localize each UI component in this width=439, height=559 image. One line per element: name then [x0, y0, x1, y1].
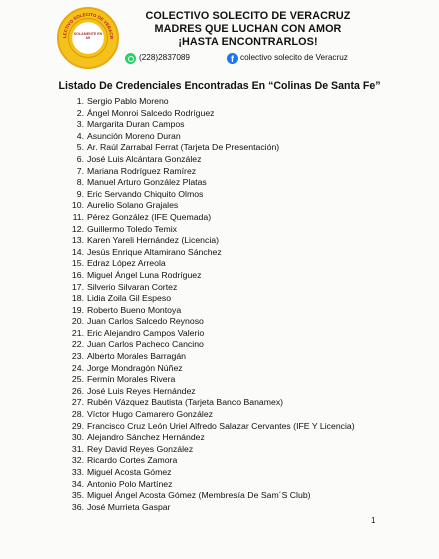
- list-item-name: José Murrieta Gaspar: [87, 501, 171, 512]
- list-item-number: 1.: [76, 96, 84, 106]
- list-item-name: Jorge Mondragón Núñez: [87, 362, 183, 373]
- list-item-number: 9.: [76, 188, 84, 199]
- list-item-number: 12.: [71, 223, 84, 234]
- list-item-name: Eric Servando Chiquito Olmos: [87, 188, 204, 199]
- list-item-name: Miguel Ángel Luna Rodríguez: [87, 269, 202, 280]
- list-item-number: 35.: [71, 490, 84, 501]
- list-item-name: Juan Carlos Salcedo Reynoso: [87, 316, 204, 327]
- list-item-number: 15.: [71, 258, 84, 269]
- list-item-number: 30.: [71, 432, 84, 443]
- list-item-name: Ar. Raúl Zarrabal Ferrat (Tarjeta De Presentación): [87, 142, 280, 153]
- collective-logo: [57, 7, 119, 69]
- list-item-name: Roberto Bueno Montoya: [87, 304, 182, 315]
- list-item-name: Rey David Reyes González: [87, 443, 194, 454]
- list-item-number: 33.: [71, 467, 84, 477]
- list-item-number: 19.: [71, 304, 84, 315]
- list-item-name: Pérez González (IFE Quemada): [87, 211, 212, 222]
- list-item-number: 6.: [76, 153, 84, 164]
- list-item-number: 32.: [71, 455, 84, 466]
- list-item-name: Manuel Arturo González Platas: [87, 177, 207, 188]
- list-item-name: Lidia Zoila Gil Espeso: [87, 293, 172, 304]
- page-number: 1: [371, 516, 376, 525]
- list-item-name: Eric Alejandro Campos Valerio: [87, 327, 205, 338]
- facebook-page-name: colectivo solecito de Veracruz: [240, 53, 348, 62]
- list-item-number: 34.: [71, 478, 84, 489]
- list-item-number: 36.: [71, 501, 84, 512]
- svg-text:COLECTIVO SOLECITO DE VERACRUZ: LECTIVO SOLECITO DE VERACR: [61, 11, 115, 40]
- contact-row: [120, 52, 420, 66]
- list-item-name: Edraz López Arreola: [87, 258, 166, 269]
- list-title: Listado De Credenciales Encontradas En “Colinas De Santa Fe”: [58, 80, 381, 92]
- list-item-number: 28.: [71, 409, 84, 420]
- list-item-number: 2.: [76, 107, 84, 118]
- phone-number: (228)2837089: [139, 53, 190, 62]
- list-item-name: Jesús Enrique Altamirano Sánchez: [87, 246, 222, 257]
- list-item-name: Rubén Vázquez Bautista (Tarjeta Banco Banamex): [87, 397, 284, 408]
- list-item-number: 31.: [71, 443, 84, 454]
- list-item-name: Ángel Monroi Salcedo Rodríguez: [87, 107, 215, 118]
- list-item-number: 27.: [71, 397, 84, 408]
- list-item-number: 5.: [76, 142, 84, 153]
- list-item-number: 10.: [71, 200, 84, 211]
- list-item-name: Silverio Silvaran Cortez: [87, 281, 178, 292]
- list-item-name: Miguel Acosta Gómez: [87, 467, 172, 477]
- list-item-number: 22.: [71, 339, 84, 350]
- list-item-number: 24.: [71, 362, 84, 373]
- list-item-number: 11.: [72, 211, 84, 222]
- list-item-name: Sergio Pablo Moreno: [87, 96, 169, 106]
- list-item-name: José Luis Alcántara González: [87, 153, 202, 164]
- list-item-number: 17.: [71, 281, 84, 292]
- list-item-name: Antonio Polo Martínez: [87, 478, 173, 489]
- list-item-name: Miguel Ángel Acosta Gómez (Membresía De Sam´S Club): [87, 490, 311, 501]
- list-item-name: Mariana Rodríguez Ramírez: [87, 165, 197, 176]
- header-title-block: [133, 10, 363, 49]
- list-item-number: 4.: [76, 130, 84, 141]
- list-item-name: Aurelio Solano Grajales: [87, 200, 179, 211]
- list-item-number: 18.: [71, 293, 84, 304]
- org-name: COLECTIVO SOLECITO DE VERACRUZ: [145, 10, 351, 22]
- list-item-number: 23.: [71, 351, 84, 362]
- org-motto: MADRES QUE LUCHAN CON AMOR: [154, 23, 342, 35]
- list-item-name: Víctor Hugo Camarero González: [87, 409, 214, 420]
- list-item-number: 25.: [71, 374, 84, 385]
- list-item-name: Francisco Cruz León Uriel Alfredo Salazar Cervantes (IFE Y Licencia): [87, 420, 355, 431]
- whatsapp-icon: [125, 53, 136, 64]
- list-item-number: 16.: [71, 269, 84, 280]
- list-item-name: Guillermo Toledo Temix: [87, 223, 177, 234]
- list-item-number: 26.: [71, 385, 84, 396]
- list-item-name: Margarita Duran Campos: [87, 119, 185, 130]
- list-item-name: Alejandro Sánchez Hernández: [87, 432, 205, 443]
- list-item-number: 21.: [71, 327, 84, 338]
- list-item-number: 20.: [71, 316, 84, 327]
- org-slogan: ¡HASTA ENCONTRARLOS!: [178, 36, 318, 48]
- list-item-name: Juan Carlos Pacheco Cancino: [87, 339, 204, 350]
- list-item-name: Fermín Morales Rivera: [87, 374, 176, 385]
- logo-center-text: SOLAMENTE EN MI: [73, 32, 103, 41]
- list-item-name: José Luis Reyes Hernández: [87, 385, 196, 396]
- list-item-number: 29.: [71, 420, 84, 431]
- list-item-number: 8.: [76, 177, 84, 188]
- list-item-number: 3.: [76, 119, 84, 130]
- list-item-number: 14.: [71, 246, 84, 257]
- list-item-name: Ricardo Cortes Zamora: [87, 455, 178, 466]
- list-item-name: Alberto Morales Barragán: [87, 351, 186, 362]
- list-item-name: Asunción Moreno Duran: [87, 130, 181, 141]
- facebook-icon: f: [227, 53, 238, 64]
- list-item-number: 13.: [71, 235, 84, 246]
- list-item-number: 7.: [76, 165, 84, 176]
- list-item-name: Karen Yareli Hernández (Licencia): [87, 235, 219, 246]
